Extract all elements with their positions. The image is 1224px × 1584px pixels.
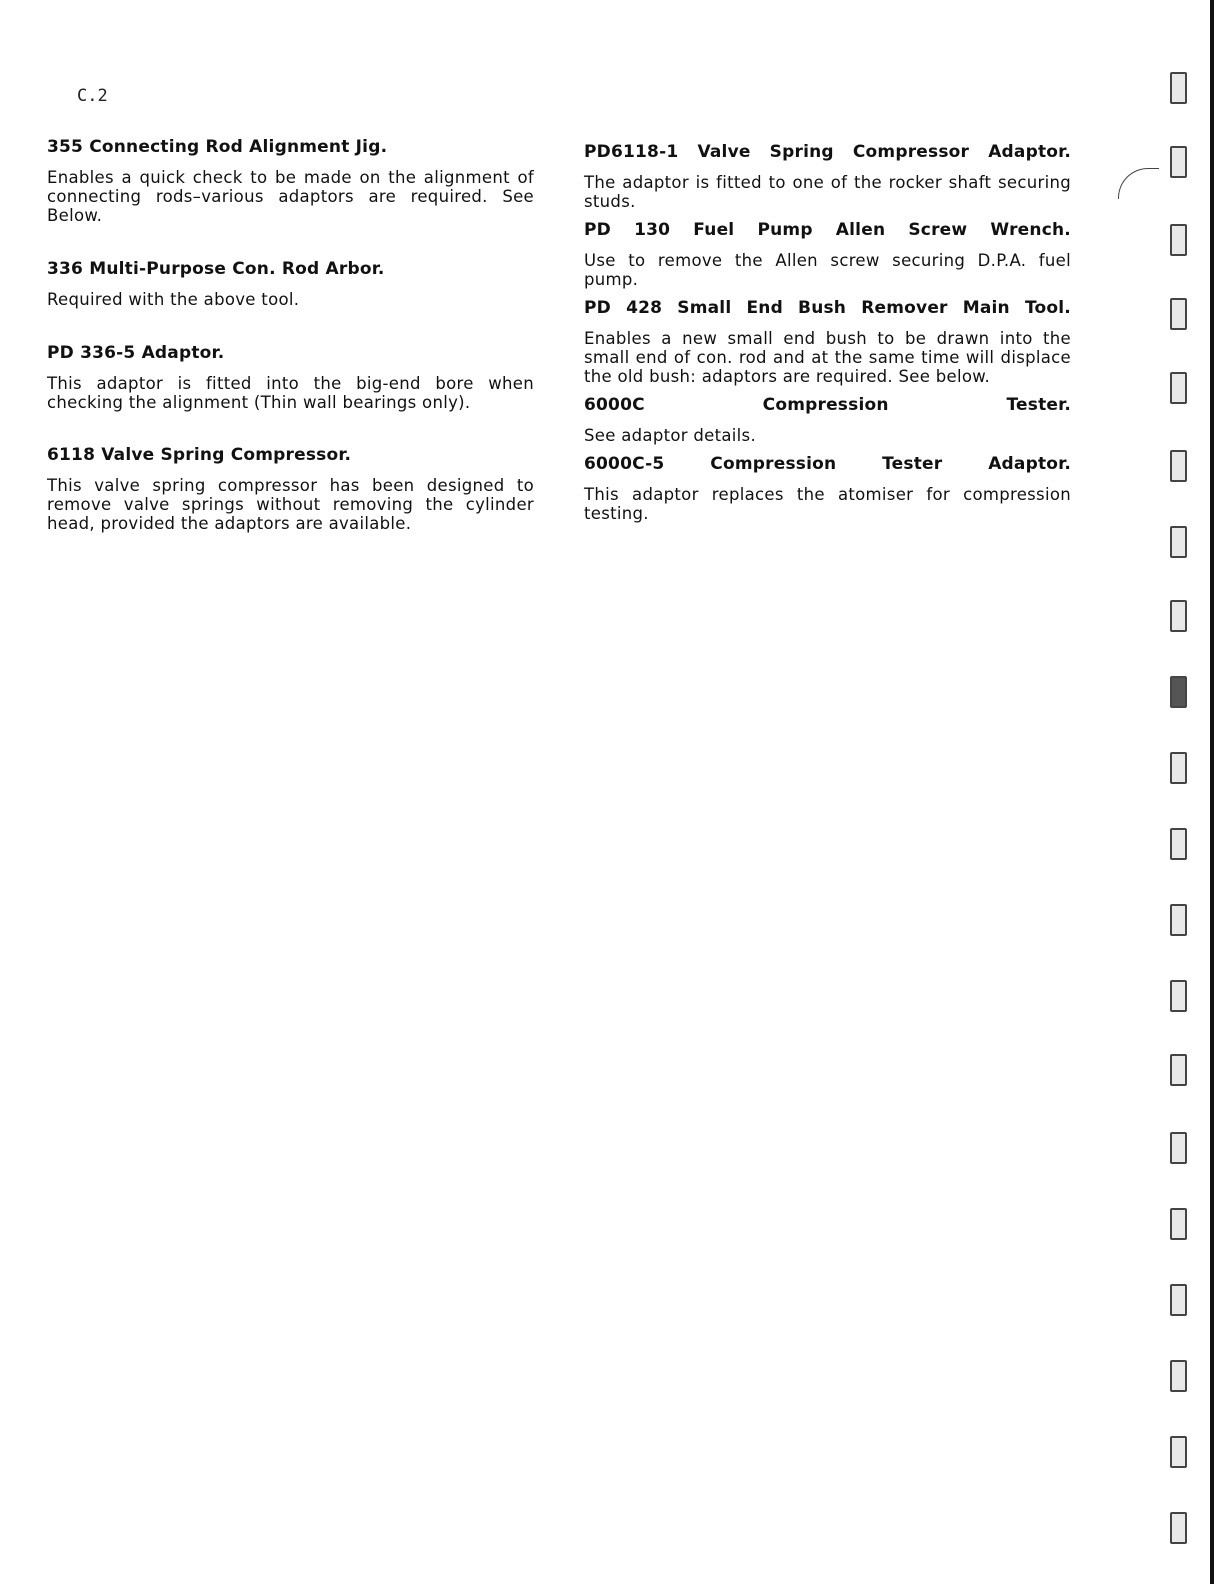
binder-hole bbox=[1170, 1208, 1187, 1240]
tool-entry bbox=[47, 444, 534, 533]
tool-title: 6000C-5 Compression Tester Adaptor. bbox=[584, 454, 1071, 474]
tool-entry bbox=[584, 219, 1071, 289]
tool-description: Required with the above tool. bbox=[47, 290, 300, 309]
tool-description: This adaptor is fitted into the big-end bore when checking the alignment (Thin wall bearings only). bbox=[47, 374, 534, 412]
tool-entry bbox=[47, 258, 534, 309]
tool-description: See adaptor details. bbox=[584, 426, 756, 445]
binder-hole bbox=[1170, 1132, 1187, 1164]
tool-title: PD 130 Fuel Pump Allen Screw Wrench. bbox=[584, 220, 1071, 240]
tool-title: 336 Multi-Purpose Con. Rod Arbor. bbox=[47, 259, 385, 279]
binder-hole bbox=[1170, 146, 1187, 178]
binder-hole bbox=[1170, 1512, 1187, 1544]
tool-entry bbox=[47, 342, 534, 412]
binder-hole bbox=[1170, 372, 1187, 404]
tool-entry bbox=[584, 394, 1071, 445]
binder-hole bbox=[1170, 224, 1187, 256]
binder-hole bbox=[1170, 904, 1187, 936]
binder-hole bbox=[1170, 980, 1187, 1012]
tool-entry bbox=[584, 141, 1071, 211]
binder-hole bbox=[1170, 72, 1187, 104]
tool-entry bbox=[584, 297, 1071, 386]
tool-description: This adaptor replaces the atomiser for compression testing. bbox=[584, 485, 1071, 523]
tool-description: Use to remove the Allen screw securing D.P.A. fuel pump. bbox=[584, 251, 1071, 289]
binder-hole bbox=[1170, 676, 1187, 708]
tool-entry bbox=[47, 136, 534, 225]
binder-hole bbox=[1170, 752, 1187, 784]
binder-hole bbox=[1170, 828, 1187, 860]
tool-title: PD 428 Small End Bush Remover Main Tool. bbox=[584, 298, 1071, 318]
binder-hole bbox=[1170, 1054, 1187, 1086]
binder-ring-mark bbox=[1118, 168, 1159, 199]
binder-holes bbox=[1170, 0, 1190, 1584]
binder-hole bbox=[1170, 450, 1187, 482]
right-column bbox=[584, 141, 1071, 531]
page-edge bbox=[1210, 0, 1214, 1584]
binder-hole bbox=[1170, 1360, 1187, 1392]
tool-description: Enables a quick check to be made on the alignment of connecting rods–various adaptors are required. See Below. bbox=[47, 168, 534, 225]
binder-hole bbox=[1170, 526, 1187, 558]
binder-hole bbox=[1170, 600, 1187, 632]
binder-hole bbox=[1170, 1284, 1187, 1316]
binder-hole bbox=[1170, 298, 1187, 330]
tool-entry bbox=[584, 453, 1071, 523]
tool-description: The adaptor is fitted to one of the rocker shaft securing studs. bbox=[584, 173, 1071, 211]
tool-title: PD 336-5 Adaptor. bbox=[47, 343, 225, 363]
left-column bbox=[47, 136, 534, 558]
tool-description: Enables a new small end bush to be drawn into the small end of con. rod and at the same time will displace the old bush: adaptors are required. See below. bbox=[584, 329, 1071, 386]
tool-description: This valve spring compressor has been designed to remove valve springs without removing the cylinder head, provided the adaptors are available. bbox=[47, 476, 534, 533]
tool-title: 6000C Compression Tester. bbox=[584, 395, 1071, 415]
tool-title: 6118 Valve Spring Compressor. bbox=[47, 445, 352, 465]
tool-title: 355 Connecting Rod Alignment Jig. bbox=[47, 137, 388, 157]
page-label: C.2 bbox=[77, 86, 108, 106]
binder-hole bbox=[1170, 1436, 1187, 1468]
tool-title: PD6118-1 Valve Spring Compressor Adaptor. bbox=[584, 142, 1071, 162]
